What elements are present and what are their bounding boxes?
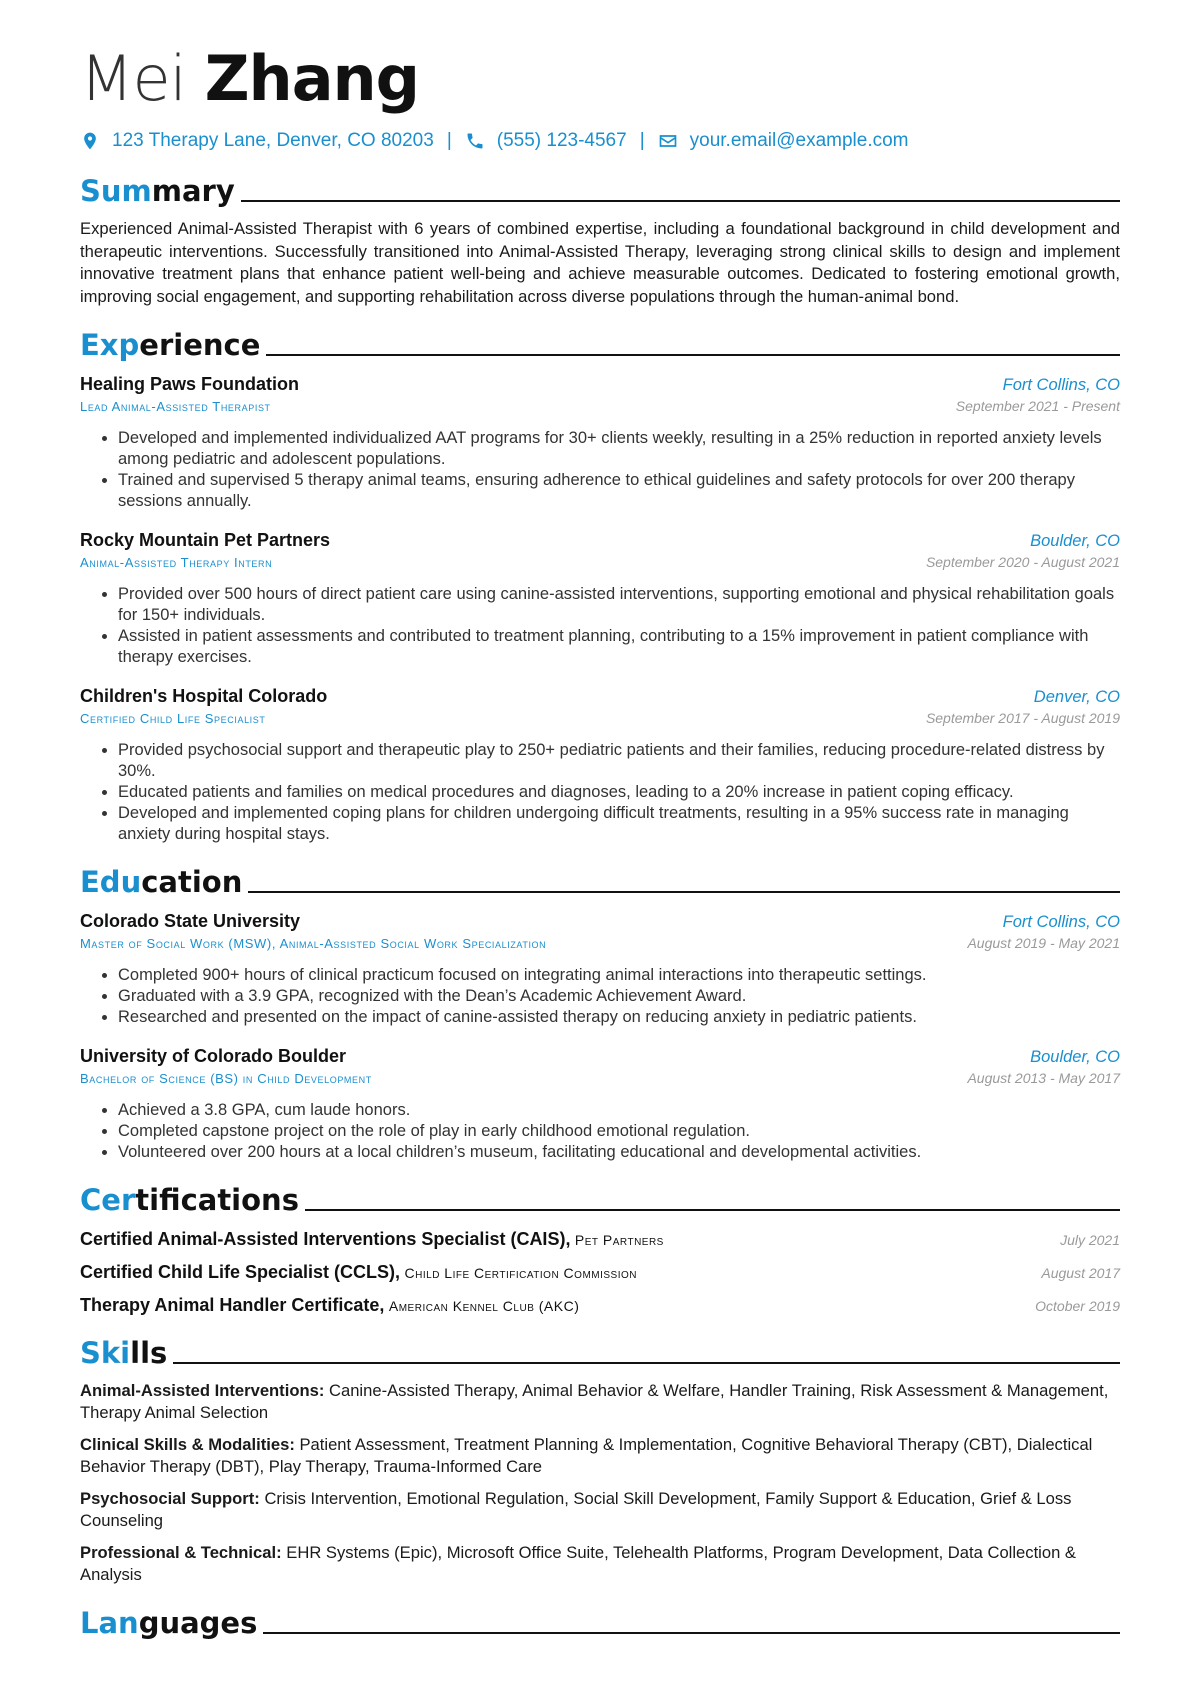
skill-items: Patient Assessment, Treatment Planning & Implementation, Cognitive Behavioral Therapy (CBT), Dialectical Behavior Therapy (DBT), Play Therapy, Trauma-Informed Care (80, 1435, 1093, 1476)
entry-dates: September 2017 - August 2019 (925, 710, 1120, 726)
skill-category: Professional & Technical: (80, 1543, 282, 1562)
certification-date: October 2019 (1035, 1298, 1120, 1314)
job-title: Animal-Assisted Therapy Intern (80, 555, 273, 570)
experience-entry (80, 530, 1120, 668)
map-marker-icon (80, 131, 100, 151)
summary-text: Experienced Animal-Assisted Therapist with 6 years of combined expertise, including a foundational background in child development and therapeutic interventions. Successfully transitioned into Animal-Assisted Therapy, leveraging strong clinical skills to design and implement innovative treatment plans that enhance patient well-being and achieve measurable outcomes. Dedicated to fostering emotional growth, improving social engagement, and supporting rehabilitation across diverse populations through the human-animal bond. (80, 219, 1120, 306)
skill-items: EHR Systems (Epic), Microsoft Office Suite, Telehealth Platforms, Program Development, Data Collection & Analysis (80, 1543, 1076, 1584)
contact-separator: | (446, 130, 452, 151)
bullet-item: • Achieved a 3.8 GPA, cum laude honors. (118, 1100, 1120, 1121)
section-title: Languages (80, 1606, 258, 1640)
section-rule (266, 354, 1120, 356)
bullet-list (80, 428, 1120, 512)
bullet-list (80, 965, 1120, 1028)
entry-dates: September 2020 - August 2021 (925, 554, 1120, 570)
skill-group (80, 1434, 1120, 1478)
entry-location: Fort Collins, CO (1002, 376, 1120, 394)
bullet-list (80, 584, 1120, 668)
bullet-item: • Graduated with a 3.9 GPA, recognized with the Dean’s Academic Achievement Award. (118, 986, 1120, 1007)
skill-category: Psychosocial Support: (80, 1489, 260, 1508)
experience-entry (80, 374, 1120, 512)
entry-location: Fort Collins, CO (1002, 913, 1120, 931)
address-item (80, 130, 434, 152)
summary-heading (80, 168, 1120, 208)
entry-location: Boulder, CO (1030, 1048, 1120, 1066)
certification-issuer: American Kennel Club (AKC) (388, 1298, 580, 1314)
certification-name: Therapy Animal Handler Certificate (80, 1295, 380, 1315)
section-title: Summary (80, 174, 235, 208)
certification-name: Certified Child Life Specialist (CCLS) (80, 1262, 396, 1282)
skill-items: Crisis Intervention, Emotional Regulation, Social Skill Development, Family Support & Education, Grief & Loss Counseling (80, 1489, 1072, 1530)
entry-location: Denver, CO (1033, 688, 1120, 706)
bullet-item: • Completed capstone project on the role of play in early childhood emotional regulation. (118, 1121, 1120, 1142)
certification-name: Certified Animal-Assisted Interventions Specialist (CAIS) (80, 1229, 566, 1249)
certification-issuer: Child Life Certification Commission (404, 1265, 637, 1281)
bullet-item: • Developed and implemented individualized AAT programs for 30+ clients weekly, resulting in a 25% reduction in reported anxiety levels among pediatric and adolescent populations. (118, 428, 1120, 470)
school-name: Colorado State University (80, 911, 301, 931)
bullet-item: • Researched and presented on the impact of canine-assisted therapy on reducing anxiety in pediatric patients. (118, 1007, 1120, 1028)
employer-name: Rocky Mountain Pet Partners (80, 530, 331, 550)
degree-title: Master of Social Work (MSW), Animal-Assisted Social Work Specialization (80, 936, 547, 951)
entry-dates: September 2021 - Present (955, 398, 1120, 414)
skill-group (80, 1380, 1120, 1424)
bullet-list (80, 740, 1120, 845)
bullet-item: • Provided over 500 hours of direct patient care using canine-assisted interventions, supporting emotional and physical rehabilitation goals for 150+ individuals. (118, 584, 1120, 626)
section-rule (305, 1209, 1120, 1211)
email-link[interactable]: your.email@example.com (689, 130, 909, 151)
skill-items: Canine-Assisted Therapy, Animal Behavior & Welfare, Handler Training, Risk Assessment & Management, Therapy Animal Selection (80, 1381, 1109, 1422)
degree-title: Bachelor of Science (BS) in Child Development (80, 1071, 372, 1086)
education-entry (80, 911, 1120, 1028)
skills-heading (80, 1330, 1120, 1370)
candidate-name (80, 40, 1120, 118)
job-title: Lead Animal-Assisted Therapist (80, 399, 271, 414)
bullet-item: • Assisted in patient assessments and contributed to treatment planning, contributing to a 15% improvement in patient compliance with therapy exercises. (118, 626, 1120, 668)
certification-issuer: Pet Partners (574, 1232, 664, 1248)
contact-separator: | (639, 130, 645, 151)
skill-category: Clinical Skills & Modalities: (80, 1435, 295, 1454)
section-title: Skills (80, 1336, 168, 1370)
bullet-item: • Completed 900+ hours of clinical practicum focused on integrating animal interactions into therapeutic settings. (118, 965, 1120, 986)
resume-page (80, 40, 1120, 1640)
skill-group (80, 1488, 1120, 1532)
employer-name: Healing Paws Foundation (80, 374, 300, 394)
entry-location: Boulder, CO (1030, 532, 1120, 550)
certification-item: Certified Child Life Specialist (CCLS), Child Life Certification Commission August 2017 (80, 1262, 1120, 1282)
employer-name: Children's Hospital Colorado (80, 686, 328, 706)
entry-dates: August 2013 - May 2017 (967, 1070, 1120, 1086)
section-rule (263, 1632, 1120, 1634)
section-title: Experience (80, 328, 261, 362)
bullet-item: • Trained and supervised 5 therapy animal teams, ensuring adherence to ethical guidelines and safety protocols for over 200 therapy sessions annually. (118, 470, 1120, 512)
certification-date: August 2017 (1041, 1265, 1120, 1281)
first-name: Mei (80, 42, 186, 115)
section-rule (173, 1362, 1120, 1364)
certifications-heading (80, 1177, 1120, 1217)
bullet-list (80, 1100, 1120, 1163)
certification-item: Therapy Animal Handler Certificate, American Kennel Club (AKC) October 2019 (80, 1295, 1120, 1315)
education-heading (80, 859, 1120, 899)
experience-entry (80, 686, 1120, 845)
address-text: 123 Therapy Lane, Denver, CO 80203 (112, 130, 434, 151)
section-title: Education (80, 865, 243, 899)
languages-heading (80, 1600, 1120, 1640)
section-rule (248, 891, 1120, 893)
bullet-item: • Provided psychosocial support and therapeutic play to 250+ pediatric patients and their families, reducing procedure-related distress by 30%. (118, 740, 1120, 782)
contact-line (80, 128, 1120, 154)
section-rule (241, 200, 1120, 202)
job-title: Certified Child Life Specialist (80, 711, 266, 726)
education-entry (80, 1046, 1120, 1163)
last-name: Zhang (204, 42, 420, 115)
certification-date: July 2021 (1060, 1232, 1120, 1248)
bullet-item: • Volunteered over 200 hours at a local children’s museum, facilitating educational and developmental activities. (118, 1142, 1120, 1163)
bullet-item: • Developed and implemented coping plans for children undergoing difficult treatments, resulting in a 95% success rate in managing anxiety during hospital stays. (118, 803, 1120, 845)
skill-group (80, 1542, 1120, 1586)
school-name: University of Colorado Boulder (80, 1046, 347, 1066)
experience-heading (80, 322, 1120, 362)
envelope-icon (658, 131, 678, 151)
certification-item: Certified Animal-Assisted Interventions Specialist (CAIS), Pet Partners July 2021 (80, 1229, 1120, 1249)
entry-dates: August 2019 - May 2021 (967, 935, 1120, 951)
section-title: Certifications (80, 1183, 299, 1217)
skill-category: Animal-Assisted Interventions: (80, 1381, 325, 1400)
phone-item[interactable] (465, 130, 627, 152)
bullet-item: • Educated patients and families on medical procedures and diagnoses, leading to a 20% increase in patient coping efficacy. (118, 782, 1120, 803)
phone-icon (465, 131, 485, 151)
phone-text[interactable]: (555) 123-4567 (496, 130, 627, 151)
email-item[interactable] (658, 130, 909, 152)
